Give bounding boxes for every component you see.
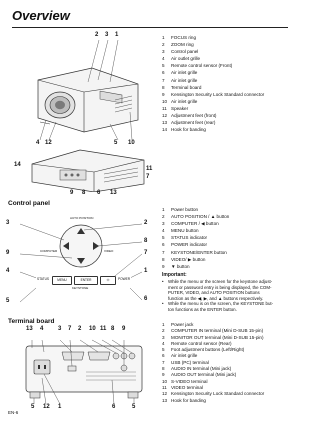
overview-callout: 5 (114, 140, 118, 146)
terminal-board-list (162, 322, 264, 404)
control-panel-lines (14, 212, 148, 312)
computer-label: COMPUTER (40, 249, 58, 253)
projector-front-drawing (38, 68, 138, 132)
overview-callout: 13 (110, 190, 117, 196)
terminal-callout: 4 (40, 326, 44, 332)
list-item: 9 ▼ button (162, 263, 190, 269)
title-rule (12, 27, 288, 28)
list-item: 10 S-VIDEO terminal (162, 378, 208, 384)
list-item: 5 STATUS indicator (162, 235, 208, 241)
list-item: 1 Power jack (162, 322, 194, 327)
status-indicator: STATUS (36, 277, 50, 281)
panel-callout: 4 (6, 268, 10, 274)
overview-callout: 3 (105, 32, 109, 38)
list-item: 13 Hook for banding (162, 397, 206, 403)
list-item: 4 Remote control sensor (Rear) (162, 340, 232, 346)
list-item: 11 Speaker (162, 105, 189, 111)
list-item: 12 Kensington Security Lock Standard connector (162, 391, 265, 397)
terminal-callout: 6 (112, 404, 116, 410)
important-notes (162, 279, 294, 313)
overview-callout: 4 (36, 140, 40, 146)
terminal-callout: 10 (89, 326, 96, 332)
list-item: 5 Remote control sensor (Front) (162, 63, 233, 69)
list-item: 8 VIDEO/ ▶ button (162, 256, 206, 262)
overview-callout: 8 (82, 190, 86, 196)
overview-callout: 7 (146, 174, 150, 180)
projector-rear-drawing (32, 150, 144, 192)
list-item: 4 MENU button (162, 228, 199, 234)
panel-callout: 5 (6, 298, 10, 304)
terminal-callout: 11 (100, 326, 107, 332)
list-item: 8 AUDIO IN terminal (Mini jack) (162, 366, 232, 372)
list-item: 4 Air outlet grille (162, 56, 201, 62)
enter-button[interactable]: ENTER (74, 276, 98, 285)
overview-callout: 2 (95, 32, 99, 38)
terminal-callout: 12 (43, 404, 50, 410)
list-item: 14 Hook for banding (162, 127, 206, 133)
overview-callout: 11 (146, 166, 153, 172)
terminal-callout: 5 (132, 404, 136, 410)
list-item: 1 FOCUS ring (162, 35, 197, 40)
important-label: Important: (162, 272, 187, 278)
overview-callout: 1 (115, 32, 119, 38)
power-indicator: POWER (117, 277, 131, 281)
keystone-label: KEYSTONE (72, 286, 89, 290)
list-item: 6 Air inlet grille (162, 353, 198, 359)
list-item: 12 Adjustment feet (front) (162, 113, 217, 119)
list-item: 10 Air inlet grille (162, 98, 198, 104)
overview-parts-list (162, 34, 264, 133)
control-panel-heading: Control panel (8, 200, 50, 207)
power-button[interactable] (100, 276, 116, 285)
overview-callout: 12 (45, 140, 52, 146)
list-item: 2 AUTO POSITION / ▲ button (162, 214, 230, 220)
list-item: 2 ZOOM ring (162, 42, 194, 48)
overview-callout: 9 (70, 190, 74, 196)
page-number: EN-6 (8, 410, 19, 415)
list-item: 9 AUDIO OUT terminal (Mini jack) (162, 372, 237, 378)
panel-callout: 8 (144, 238, 148, 244)
terminal-callout: 3 (58, 326, 62, 332)
panel-callout: 3 (6, 220, 10, 226)
overview-callout: 6 (97, 190, 101, 196)
list-item: 1 Power button (162, 207, 199, 212)
panel-callout: 6 (144, 296, 148, 302)
control-panel-list (162, 206, 229, 270)
list-item: 9 Kensington Security Lock Standard connector (162, 91, 265, 97)
projector-overview-illustration (20, 32, 155, 192)
list-item: 8 Terminal board (162, 84, 202, 90)
terminal-callout: 7 (68, 326, 72, 332)
list-item: 7 KEYSTONE/ENTER button (162, 249, 227, 255)
panel-callout: 1 (144, 268, 148, 274)
terminal-board-illustration (24, 338, 144, 408)
list-item: 11 VIDEO terminal (162, 384, 203, 390)
list-item: 3 MONITOR OUT terminal (Mini D-SUB 15-pin) (162, 334, 264, 340)
note-item: • While the menu is on the screen, the KEYSTONE but- ton functions as the ENTER button. (162, 301, 274, 312)
list-item: 13 Adjustment feet (rear) (162, 120, 216, 126)
panel-callout: 9 (6, 250, 10, 256)
list-item: 7 Air inlet grille (162, 77, 198, 83)
list-item: 6 POWER indicator (162, 242, 207, 248)
auto-position-label: AUTO POSITION (70, 216, 94, 220)
terminal-callout: 8 (111, 326, 115, 332)
terminal-board-heading: Terminal board (8, 318, 55, 325)
overview-callout: 14 (14, 162, 21, 168)
menu-button[interactable]: MENU (52, 276, 72, 285)
control-panel-diagram (6, 212, 148, 312)
list-item: 3 Control panel (162, 49, 199, 55)
panel-callout: 2 (144, 220, 148, 226)
terminal-callout: 13 (26, 326, 33, 332)
list-item: 7 USB (PC) terminal (162, 359, 209, 365)
terminal-callout: 1 (58, 404, 62, 410)
terminal-callout: 9 (122, 326, 126, 332)
page-title: Overview (12, 8, 70, 23)
list-item: 5 Foot adjustment buttons (Left/Right) (162, 347, 245, 353)
note-item: • While the menu or the screen for the keystone adjust- ment or password entry is being displayed, the COM- PUTER, VIDEO, and AUTO POSITION buttons function as the ◀, ▶, and ▲ buttons respectively. (162, 279, 273, 301)
panel-callout: 7 (144, 250, 148, 256)
list-item: 6 Air inlet grille (162, 70, 198, 76)
power-icon: ⏻ (106, 278, 110, 282)
overview-callout: 10 (128, 140, 135, 146)
terminal-callout: 2 (78, 326, 82, 332)
list-item: 2 COMPUTER IN terminal (Mini D-SUB 15-pin) (162, 328, 264, 334)
terminal-callout: 5 (31, 404, 35, 410)
video-label: VIDEO (104, 249, 114, 253)
list-item: 3 COMPUTER / ◀ button (162, 221, 219, 227)
